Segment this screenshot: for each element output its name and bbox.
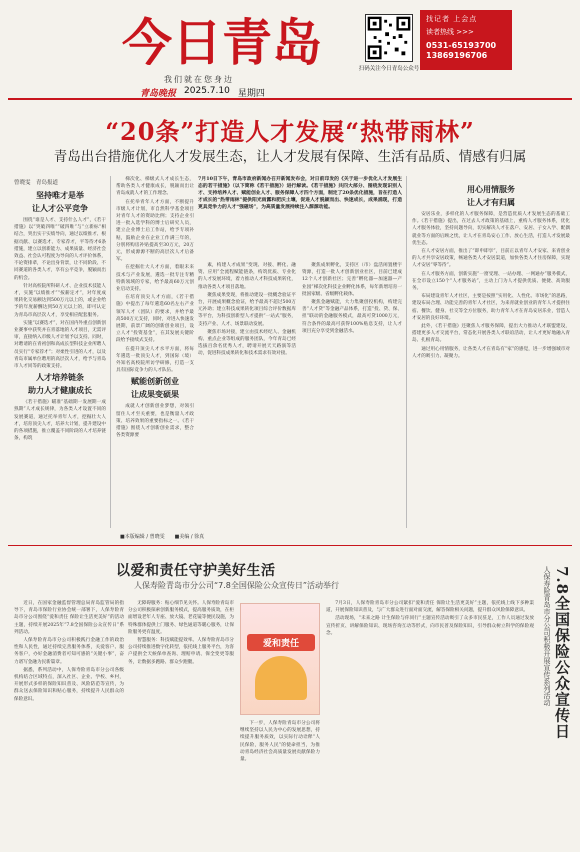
paragraph: 成就人才创新创业梦想，对领引留住人才至关重要，也是衡量人才政策、培养效果的重要指标之一。《若干措施》围绕人才创新创业需求，整合各类资源要: [116, 404, 194, 439]
editor-credits: [120, 533, 204, 540]
section-title: 用心用情服务: [467, 185, 515, 194]
paragraph: 在人才安居方面，推出了“即申即享”，目前正以青年人才安家、来青创业的人才共享安居政策，畅通各类人才安居渠道，加快各类人才住房保障，实现人才安居“零等待”。: [412, 249, 570, 269]
section-title: 让人才有归属: [467, 198, 515, 207]
logo-text: 今日青岛: [122, 14, 322, 68]
lead-column-5: [412, 182, 570, 528]
paragraph: 聚焦市场对接，建立由技术经纪人、金融机构、重点企业等组成的服务团队，今年青岛已经选拔百余名优秀人才，聘请开展天天路演等活动，促进科技成果转化和技术需求有效对接。: [198, 329, 296, 357]
lead-column-4: [302, 262, 402, 528]
lead-paragraph: 7月10日下午，青岛市政府新闻办召开新闻发布会，对日前印发的《关于进一步优化人才发展生态的若干措施》（以下简称《若干措施》）进行解读。《若干措施》共四大部分、围绕发现识别人才、支持培养人才、赋能创业人才、服务保障人才四个方面，制定了20条优化措施，旨在打造人才成长的“热带雨林”提供阳光雨露和肥沃土壤，促进人才脱颖而出、快速成长，成果涌现，打造更具竞争力的人才“强磁场”，为高质量发展持续注入源源动能。: [198, 176, 402, 210]
vertical-subtitle: 人保寿险青岛市分公司积极开展宣传系列活动: [543, 566, 551, 706]
paragraph: 活动现场，“未来之路 计生保险与你同行”主题宣传活动吸引了众多市民驻足，工作人员通过发放宣传折页、讲解保险知识、现场咨询互动等形式，向市民普及保险知识，引导群众树立科学的保险观念。: [326, 616, 534, 636]
paragraph: 实施“以赛选才”，对在国内外重点创新创业赛事中获奖并在青落地的人才项目，无需评审，直接纳入市级人才计划予以支持。同时，对聘请的在青初创和高成长型科技企业所聘人员实行“专家荐才”；对柔性引进的人才，以及青岛市属单位聘用的高层次人才，给予与青岛市人才同等的政策支持。: [14, 320, 106, 370]
contact-line1: 找记者 上会点: [426, 15, 478, 23]
paragraph: 素，构建人才成果“变现、对接、孵化、融资、应用”全流程赋能链条，构筑优质、专业化的人才发展环境，着力推动人才科技成果转化，推动各类人才项目落地。: [198, 263, 296, 290]
paragraph: 人保寿险青岛市分公司积极践行金融工作的政治性和人民性，通过持续完善服务体系，关爱客户、服务客户，办好金融消费者可知可感的“关键小事”，奋力谱写金融为民新篇章。: [14, 638, 124, 665]
vertical-title: 7.8全国保险公众宣传日: [553, 566, 571, 740]
paragraph: 近日，在国家金融监督管理总局青岛监管局的指导下，青岛市保险行业协会统一部署下，人保寿险青岛市分公司围绕“爱和责任 保险让生活更美好”的活动主题，持续开展2025年“7.8全国保险公众宣传日”系列活动。: [14, 601, 124, 635]
designer-name: ■美编 / 徐真: [174, 534, 205, 540]
paragraph: 智慧服务：科技赋能提效率。人保寿险青岛市分公司持续推进数字化转型，依托线上服务平台，为客户提供全天候保单查询、理赔申请、保全变更等服务，让数据多跑路、群众少跑腿。: [128, 638, 234, 665]
section-title: 人才培养链条: [36, 373, 84, 383]
section-title: 坚持唯才是举: [36, 191, 84, 200]
logo-graphic: [98, 14, 346, 68]
section-title: 赋能创新创业: [131, 377, 179, 387]
paragraph: 安居乐业，多样化的人才服务保障，是营造优质人才发展生态的基础工作。《若干措施》提出，在过去人才政策的基础上，重构人才服务体系，优化人才服务体验，坚持问题导向，切实解决人才在落户、安居、子女入学、配偶就业等方面的后顾之忧，让人才在青岛安心工作、放心生活，打造人才发展最优生态。: [412, 212, 570, 246]
paper-name: 青岛晚报: [140, 89, 177, 99]
paragraph: 在人才服务方面，创新实施“一窗受理、一站办理、一网通办”服务模式，在全市设立150个“人才服务站”，主动上门为人才提供优质、便捷、高效服务。: [412, 271, 570, 292]
paragraph: 聚焦金融赋能，大力集聚创投机构，构建完善“人才贷”等金融产品体系，打造“投、贷、保、担”联动的金融服务模式，最高可贷1000万元，符合条件的最高可获得100%贴息支持，让人才项目充分享受到金融活水。: [302, 300, 402, 334]
story2-column-3: [326, 600, 534, 840]
poster-graphic: [255, 656, 307, 700]
contact-line2: 读者热线 >>>: [426, 28, 474, 36]
paragraph: 在托举青年人才方面，不断提升市级人才计划，市自然科学基金项目对青年人才的资助比例；支持企业引进一批入选学科的博士后研究人员，建立企业博士后工作站，给予专项补贴，鼓励企业在企业工作满三年的，分别将购房补贴提高至30万元，20万元，形成源源不断的高层次人才后备军。: [116, 199, 194, 263]
phone-number-2[interactable]: 13869196706: [426, 51, 488, 60]
paragraph: 针对高校院所科研人才、企业技术技能人才，实施“以绩推才”“按薪定才”，对年度成果转化交易额达到500万元以上的，或企业给予的年度薪酬达到50万元以上的，即可认定为青岛市高层次人才，享受相应配套服务。: [14, 283, 106, 318]
paragraph: 围绕“谁是人才、支持什么人才”，《若干措施》以“突破四唯”“破四唯”与“立新标”相结合，突出实干实绩导向，通过以绩推才、根据贡献、以赛选才、专家荐才，平等待才6条措施，建立以创新能力、成果质量、经济社会效益、社会认可程度为导向的人才评价体系，不论资排辈，不论出身背景，让不同阶段、不同赛道的各类人才，享有公平竞争，脱颖而出的机会。: [14, 218, 106, 281]
contact-box: [420, 10, 512, 70]
issue-date: 2025.7.10: [184, 86, 230, 96]
story2-subhead: 人保寿险青岛市分公司“7.8全国保险公众宣传日”活动举行: [134, 581, 340, 590]
poster-text: 爱和责任: [247, 634, 315, 651]
column-divider: [110, 176, 111, 528]
main-headline: “20条”打造人才发展“热带雨林”: [105, 117, 475, 146]
qr-caption: 扫码关注今日青岛公众号: [358, 66, 420, 72]
story2-column-2: [128, 600, 234, 840]
paragraph: 在挖掘壮大人才方面，着眼未来技术与产业发展，遴选一批专注专精特新领域的专家，给予最高60万元创业启动支持。: [116, 265, 194, 293]
paragraph: 在提升顶尖人才水平方面，将每年遴选一批顶尖人才，到国际（境）外知名高校院所访学研修，打造一支具有国际竞争力的人才队伍。: [116, 346, 194, 374]
qr-code-icon[interactable]: [365, 14, 413, 62]
lead-column-3: [198, 262, 296, 528]
paragraph: 据悉，系列活动中，人保寿险青岛市分公司各级机构结合区域特点，深入社区、企业、学校、乡村，开展形式多样的保险知识普及、风险防范等宣传，为群众送去保险知识和贴心服务，持续提升人民群众的保险意识。: [14, 667, 124, 702]
paragraph: 聚焦成果变现，将推动建设一批概念验证平台，开展成果概念验证，给予最高不超过500万元补助；建立科技成果转化项目综合评价数据库等平台，为科技创新型人才提供“一站式”服务，支持产业、人才、场景联动发展。: [198, 292, 296, 327]
editor-name: ■本版编辑 / 曾晓雯: [120, 534, 165, 540]
paragraph: 在培育顶尖人才方面，《若干措施》中提出了每年遴选60名左右产业领军人才（团队）的要求，并给予最高500万元支持，同时，对进入快速发展期，前景广阔的创新创业项目，设立人才“投资基金”，在其发展关键阶段给予接续式支持。: [116, 295, 194, 344]
paragraph: 通过用心用情服务，让各类人才在青岛有“家”的感觉，进一步增强城市对人才的吸引力、凝聚力。: [412, 346, 570, 359]
phone-number-1[interactable]: 0531-65193700: [426, 41, 497, 50]
story2-column-3a: [240, 720, 320, 840]
main-subhead: 青岛出台措施优化人才发展生态，让人才发展有保障、生活有品质、情感有归属: [53, 149, 527, 165]
paragraph: 7月3日，人保寿险青岛市分公司紧扣“爱和责任 保险让生活更美好”主题，依托线上线下多种渠道，开展保险知识普及，与广大群众进行面对面交流，解答保险相关问题，提升群众风险保障意识。: [326, 601, 534, 614]
issue-weekday: 星期四: [237, 89, 265, 99]
story2-column-1: [14, 600, 124, 840]
lead-column-2: [116, 176, 194, 528]
section-title: 让成果变硕果: [131, 390, 179, 400]
event-poster-image: [240, 603, 320, 715]
paragraph: 此外，《若干措施》还聚焦人才服务保障，提出大力推动人才联盟建设，搭建更多人才交流平台，常态化开展各类人才联谊活动，让人才更好地融入青岛、扎根青岛。: [412, 324, 570, 344]
section-title: 让人才公平竞争: [32, 204, 88, 213]
newspaper-logo: [98, 14, 346, 68]
byline: 曾晓雯 青岛报道: [14, 180, 59, 186]
section-divider: [8, 545, 572, 546]
paragraph: 《若干措施》瞄准“基础期一发展期一成熟期”人才成长规律，为各类人才设置不同的发展赛道，通过托举青年人才，挖掘壮大人才，培育顶尖人才，培养大计划，提升建设中的各项措施，推立覆盖不同阶段的人才培养链条，构筑: [14, 400, 106, 442]
slogan: 我们就在您身边: [164, 75, 234, 84]
paragraph: 无障碍服务：贴心细节见关怀。人保寿险青岛市分公司积极探索创新服务模式，提高服务质效，在柜面增设老年人专座、放大镜、老花镜等便民设施，为特殊群体提供上门服务、绿色通道等暖心服务，让保险服务更有温度。: [128, 601, 234, 635]
paragraph: 聚焦成果孵化，支持区（市）盘活闲置楼宇资源，打造一批人才创新创业社区，目前已建成12个人才创新社区；完善“孵化器—加速器—产业园”梯次化科技企业孵化体系，每年新增培育一批国家级、省级孵化载体。: [302, 263, 402, 297]
paragraph: 下一步，人保寿险青岛市分公司将继续坚持以人民为中心的发展思想，持续提升服务质效，以实际行动诠释“人民保险，服务人民”的使命担当，为推动青岛经济社会高质量发展贡献保险力量。: [240, 721, 320, 763]
lead-column-1: [14, 188, 106, 528]
paragraph: 布局建设青年人才社区，主要是按照“实用化、人性化、市场化”的思路，建设布局合理、功能完善的青年人才社区，为来青就业创业的青年人才提供住宿、餐饮、健身、社交等全方位服务，助力青年人才在青岛安居乐业，营造人才安居的良好环境。: [412, 294, 570, 321]
column-divider: [406, 176, 407, 528]
masthead: [0, 0, 580, 98]
paragraph: 梯次化、梯级式人才成长生态，帮助各类人才健康成长，脱颖而出让青岛成就人才的工作理念。: [116, 177, 194, 197]
section-title: 助力人才健康成长: [28, 386, 92, 396]
story2-headline: 以爱和责任守护美好生活: [116, 563, 276, 579]
